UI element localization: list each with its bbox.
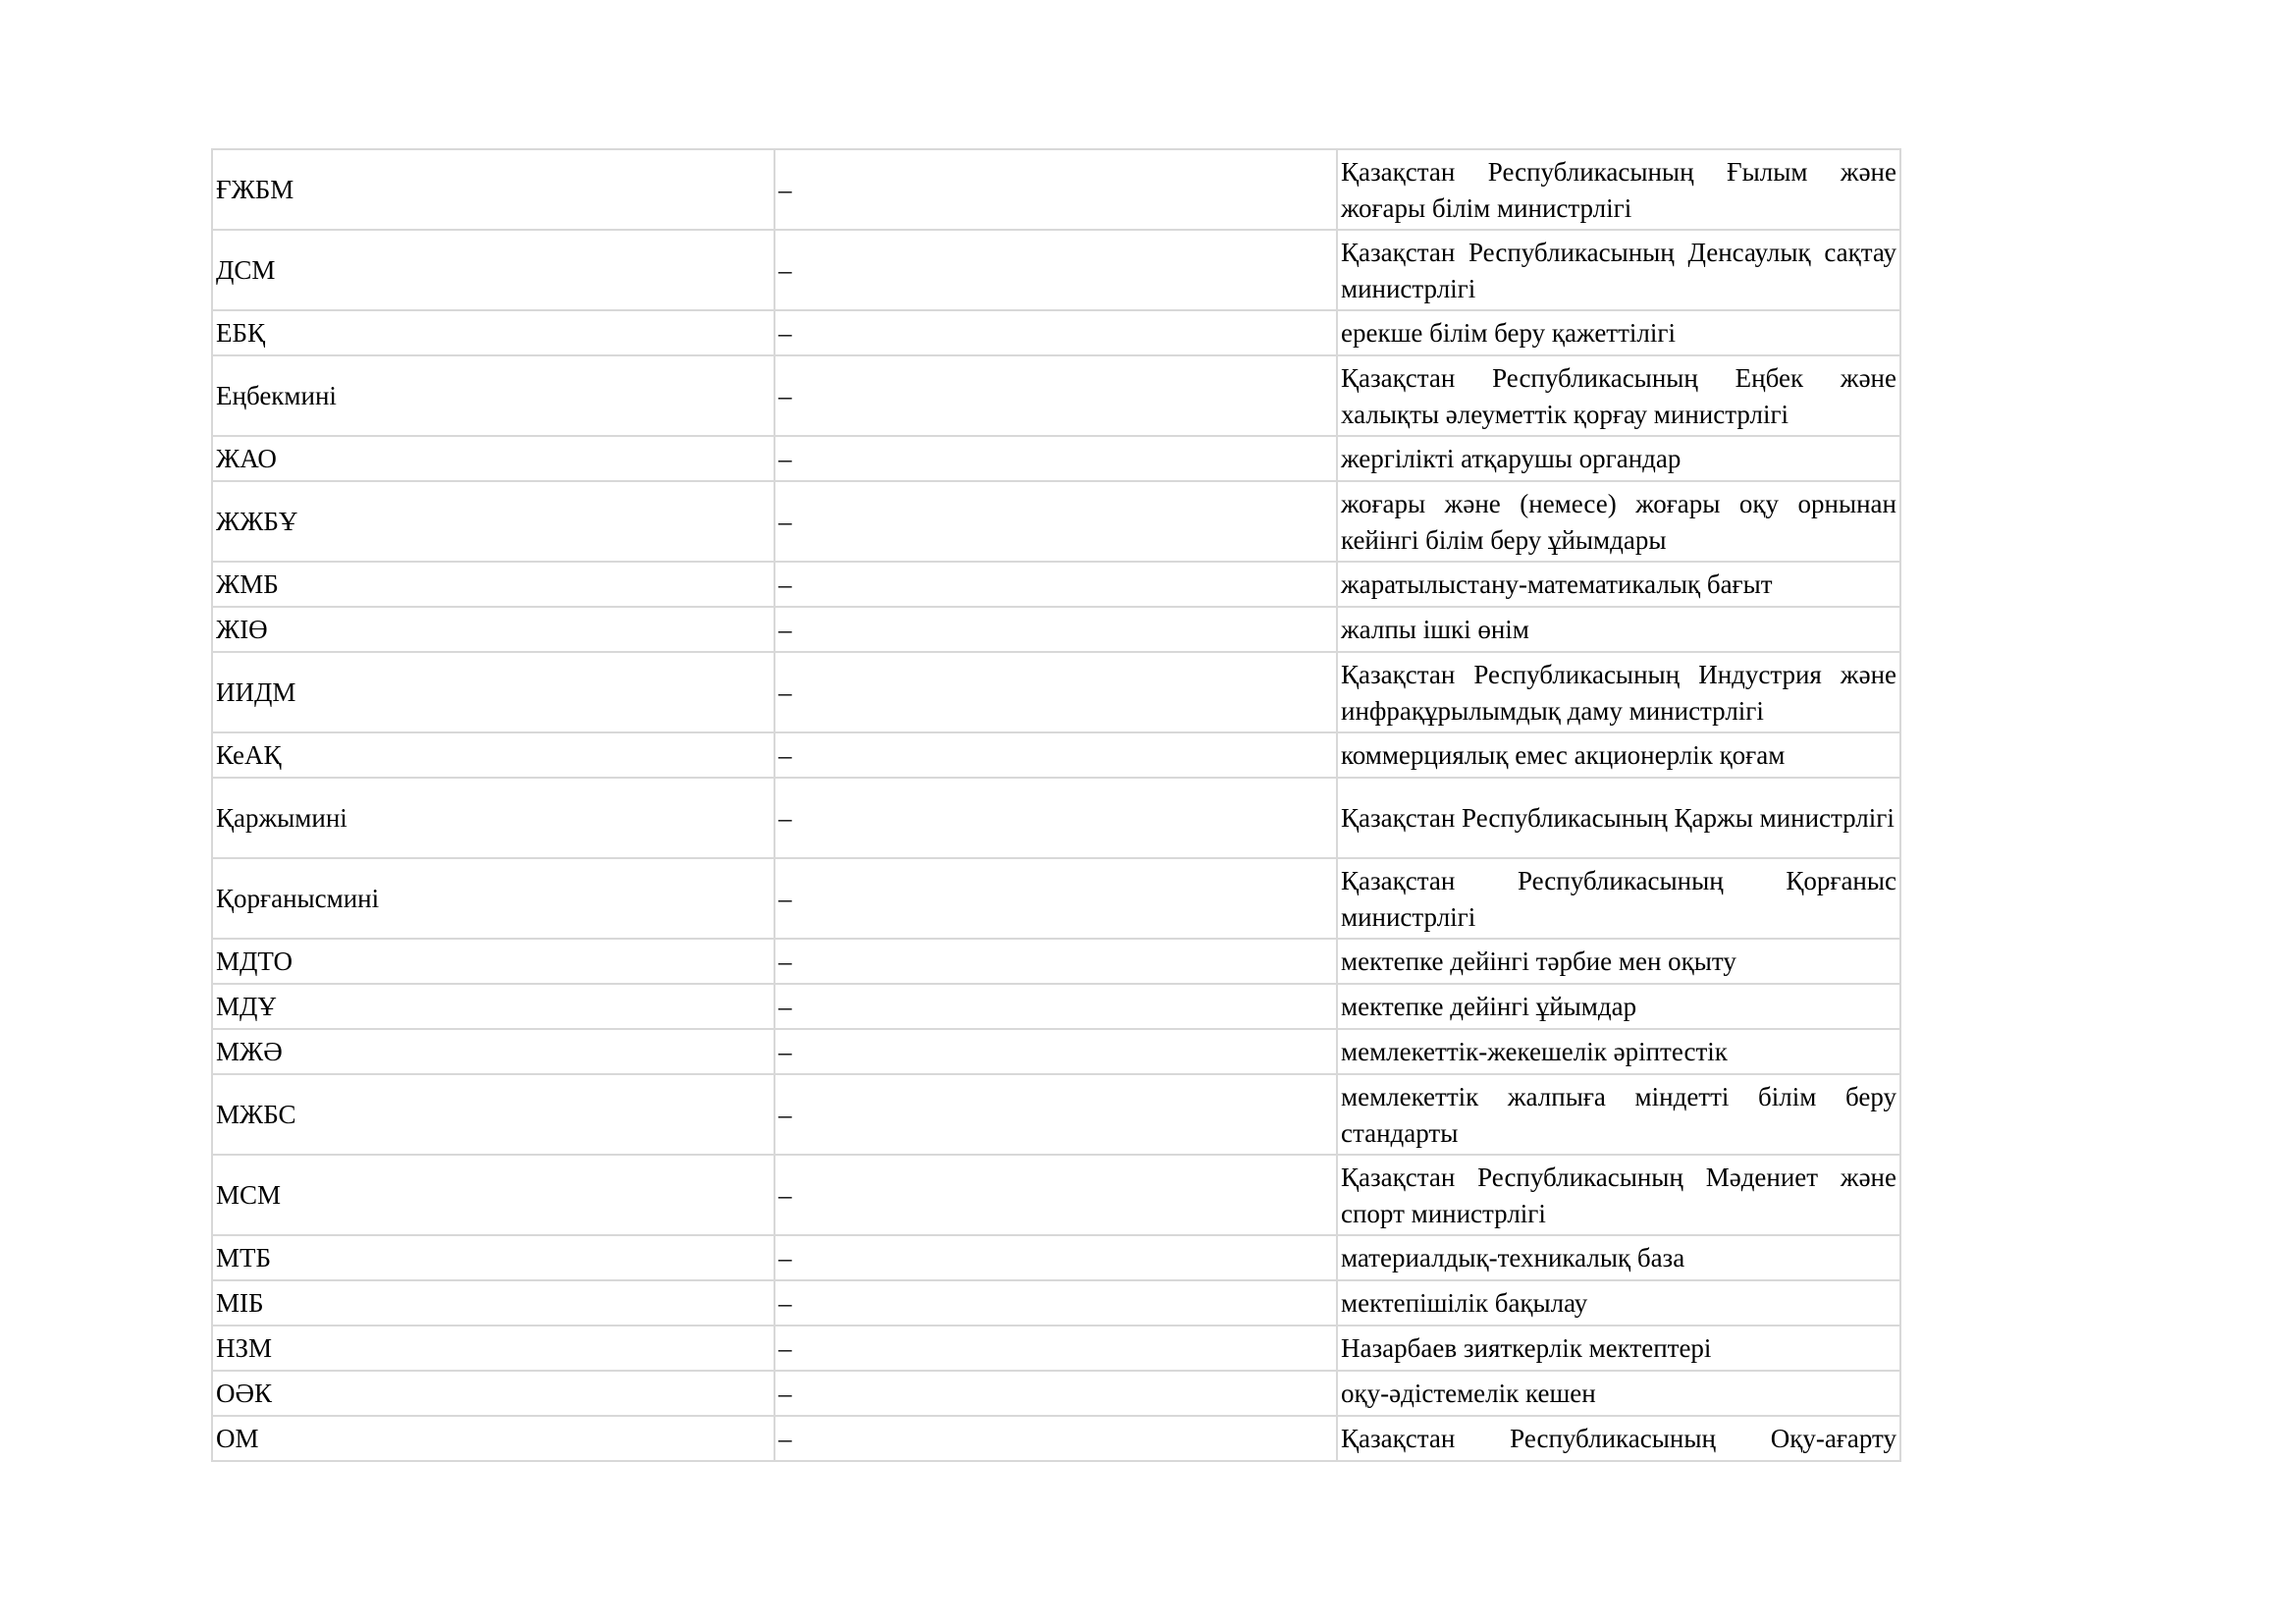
abbreviation-cell: МСМ	[212, 1155, 774, 1235]
abbreviation-cell: МДҰ	[212, 984, 774, 1029]
table-row	[212, 607, 1900, 652]
table-row	[212, 436, 1900, 481]
definition-cell: жаратылыстану-математикалық бағыт	[1337, 562, 1900, 607]
definition-cell: мемлекеттік-жекешелік әріптестік	[1337, 1029, 1900, 1074]
abbreviation-cell: МІБ	[212, 1280, 774, 1326]
definition-cell: жергілікті атқарушы органдар	[1337, 436, 1900, 481]
definition-cell: Назарбаев зияткерлік мектептері	[1337, 1326, 1900, 1371]
abbreviation-cell: КеАҚ	[212, 732, 774, 778]
dash-cell: –	[774, 1029, 1337, 1074]
definition-cell: Қазақстан Республикасының Еңбек және халықты әлеуметтік қорғау министрлігі	[1337, 355, 1900, 436]
table-row	[212, 230, 1900, 310]
table-row	[212, 310, 1900, 355]
abbreviation-cell: ЖАО	[212, 436, 774, 481]
dash-cell: –	[774, 355, 1337, 436]
dash-cell: –	[774, 778, 1337, 858]
abbreviation-cell: МЖӘ	[212, 1029, 774, 1074]
definition-cell: мектепке дейінгі ұйымдар	[1337, 984, 1900, 1029]
definition-cell: Қазақстан Республикасының Қорғаныс министрлігі	[1337, 858, 1900, 939]
definition-cell: жоғары және (немесе) жоғары оқу орнынан кейінгі білім беру ұйымдары	[1337, 481, 1900, 562]
table-row	[212, 984, 1900, 1029]
table-row	[212, 1371, 1900, 1416]
table-row	[212, 939, 1900, 984]
dash-cell: –	[774, 858, 1337, 939]
dash-cell: –	[774, 1371, 1337, 1416]
table-row	[212, 355, 1900, 436]
abbreviation-cell: Қаржымині	[212, 778, 774, 858]
table-row	[212, 1280, 1900, 1326]
abbreviation-cell: ДСМ	[212, 230, 774, 310]
abbreviation-cell: ЖЖБҰ	[212, 481, 774, 562]
abbreviation-cell: ИИДМ	[212, 652, 774, 732]
abbreviations-table	[211, 148, 1901, 1462]
table-row	[212, 1074, 1900, 1155]
definition-cell: Қазақстан Республикасының Ғылым және жоғары білім министрлігі	[1337, 149, 1900, 230]
dash-cell: –	[774, 939, 1337, 984]
abbreviation-cell: ОӘК	[212, 1371, 774, 1416]
dash-cell: –	[774, 1280, 1337, 1326]
table-row	[212, 652, 1900, 732]
definition-cell: материалдық-техникалық база	[1337, 1235, 1900, 1280]
table-row	[212, 1029, 1900, 1074]
dash-cell: –	[774, 1416, 1337, 1461]
dash-cell: –	[774, 1235, 1337, 1280]
table-row	[212, 732, 1900, 778]
abbreviations-table-body	[212, 149, 1900, 1461]
definition-cell: оқу-әдістемелік кешен	[1337, 1371, 1900, 1416]
dash-cell: –	[774, 1074, 1337, 1155]
dash-cell: –	[774, 562, 1337, 607]
definition-cell: Қазақстан Республикасының Денсаулық сақтау министрлігі	[1337, 230, 1900, 310]
table-row	[212, 1416, 1900, 1461]
definition-cell: жалпы ішкі өнім	[1337, 607, 1900, 652]
definition-cell: коммерциялық емес акционерлік қоғам	[1337, 732, 1900, 778]
table-row	[212, 1155, 1900, 1235]
abbreviation-cell: НЗМ	[212, 1326, 774, 1371]
abbreviation-cell: ҒЖБМ	[212, 149, 774, 230]
abbreviation-cell: МТБ	[212, 1235, 774, 1280]
abbreviation-cell: ОМ	[212, 1416, 774, 1461]
definition-cell: мектепке дейінгі тәрбие мен оқыту	[1337, 939, 1900, 984]
definition-cell: Қазақстан Республикасының Оқу-ағарту	[1337, 1416, 1900, 1461]
definition-cell: мектепішілік бақылау	[1337, 1280, 1900, 1326]
dash-cell: –	[774, 1326, 1337, 1371]
table-row	[212, 778, 1900, 858]
dash-cell: –	[774, 149, 1337, 230]
dash-cell: –	[774, 984, 1337, 1029]
dash-cell: –	[774, 732, 1337, 778]
dash-cell: –	[774, 230, 1337, 310]
dash-cell: –	[774, 1155, 1337, 1235]
abbreviation-cell: МДТО	[212, 939, 774, 984]
dash-cell: –	[774, 481, 1337, 562]
definition-cell: ерекше білім беру қажеттілігі	[1337, 310, 1900, 355]
dash-cell: –	[774, 310, 1337, 355]
definition-cell: Қазақстан Республикасының Қаржы министрлігі	[1337, 778, 1900, 858]
abbreviation-cell: ЖІӨ	[212, 607, 774, 652]
abbreviation-cell: Еңбекмині	[212, 355, 774, 436]
dash-cell: –	[774, 607, 1337, 652]
dash-cell: –	[774, 436, 1337, 481]
definition-cell: мемлекеттік жалпыға міндетті білім беру стандарты	[1337, 1074, 1900, 1155]
table-row	[212, 1326, 1900, 1371]
abbreviation-cell: Қорғанысмині	[212, 858, 774, 939]
table-row	[212, 858, 1900, 939]
abbreviation-cell: МЖБС	[212, 1074, 774, 1155]
abbreviation-cell: ЖМБ	[212, 562, 774, 607]
table-row	[212, 1235, 1900, 1280]
definition-cell: Қазақстан Республикасының Индустрия және инфрақұрылымдық даму министрлігі	[1337, 652, 1900, 732]
definition-cell: Қазақстан Республикасының Мәдениет және спорт министрлігі	[1337, 1155, 1900, 1235]
table-row	[212, 562, 1900, 607]
table-row	[212, 149, 1900, 230]
abbreviation-cell: ЕБҚ	[212, 310, 774, 355]
dash-cell: –	[774, 652, 1337, 732]
table-row	[212, 481, 1900, 562]
